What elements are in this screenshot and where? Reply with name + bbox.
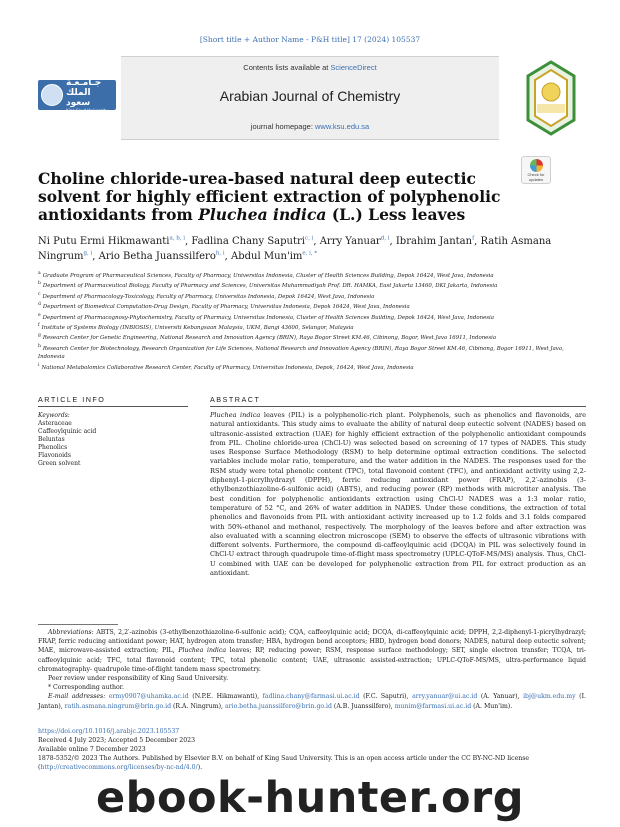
running-head: [Short title + Author Name - P&H title] 17 (2024) 105537 — [199, 35, 421, 44]
affiliation-text: Research Center for Genetic Engineering, National Research and Innovation Agency (BRIN), Raya Bogor Street KM.46, Cibinong, Bogor, West Java 16911, Indonesia — [42, 335, 497, 342]
affiliation-item — [38, 322, 586, 332]
author-name[interactable]: Ratih Asmana Ningrum — [38, 236, 552, 262]
keyword-item: Flavonoids — [38, 452, 71, 459]
author-name[interactable]: Ni Putu Ermi Hikmawanti — [38, 236, 170, 247]
affiliation-item — [38, 332, 586, 342]
keyword-item: Beluntas — [38, 436, 65, 443]
affiliation-item — [38, 291, 586, 301]
email-link[interactable]: ermy0907@uhamka.ac.id — [108, 693, 189, 701]
affiliation-text: Department of Pharmacognosy-Phytochemistry, Faculty of Pharmacy, Universitas Indonesia, Cluster of Health Sciences Building, Depok 16424, West Java, Indonesia — [42, 314, 494, 321]
section-rule-right — [210, 406, 586, 407]
affiliation-letter: i — [38, 362, 40, 368]
crossmark-label-line2: updates — [528, 176, 544, 182]
author-name[interactable]: Abdul Mun'im — [231, 251, 303, 262]
author-affiliation-marker[interactable]: d, i — [380, 235, 390, 242]
keyword-item: Phenolics — [38, 444, 68, 451]
keywords-label: Keywords: — [38, 412, 70, 419]
email-owner: (I. Jantan), — [38, 693, 586, 710]
author-affiliation-marker[interactable]: f — [472, 235, 475, 242]
article-info-heading: ARTICLE INFO — [38, 395, 106, 404]
publisher-logo-arabic-text: جـامـعـة الملك سعود — [66, 77, 102, 108]
abstract-heading: ABSTRACT — [210, 395, 261, 404]
email-owner: (F.C. Saputri), — [359, 693, 413, 701]
affiliation-text: Department of Biomedical Computation-Drug Design, Faculty of Pharmacy, Universitas Indonesia, Depok 16424, West Java, Indonesia — [42, 303, 410, 310]
keyword-item: Asteraceae — [38, 420, 72, 427]
affiliation-text: Institute of Systems Biology (INBIOSIS), Universiti Kebangsaan Malaysia, UKM, Bangi 43600, Selangor, Malaysia — [41, 324, 354, 331]
keyword-list — [38, 420, 188, 468]
author-list: Ni Putu Ermi Hikmawanti$^{a, b, i}$, Fadlina Chany Saputri$^{c, i}$, Arry Yanuar$^{d, i}$, Ibrahim Jantan$^f$, Ratih Asmana Ningrum$^{g, i}$, Ario Betha Juanssilfero$^{h, i}$, Abdul $Mun'im^{e, i, *}$ — [38, 235, 552, 262]
abstract-text: Pluchea indica leaves (PIL) is a polyphenolic-rich plant. Polyphenols, such as phenolics and flavonoids, are natural antioxidants. This study aims to evaluate the ability of natural deep eutectic solvent (NADES) based on ultrasonic-assisted extraction (UAE) for highly efficient extraction of the polyphenolic antioxidant compounds from PIL. Choline chloride-urea (ChCl-U) was selected based on screening of 17 types of NADES. This study uses Response Surface Methodology (RSM) to help determine optimal extraction conditions. The selected variables include molar ratio, temperature, and the water addition in the NADES. The responses used for the RSM study were total phenolic content (TPC), total flavonoid content (TFC), and antioxidant activity using 2,2-diphenyl-1-picrylhydrazyl (DPPH), ferric reducing antioxidant power (FRAP), 2,2′-azinobis (3-ethylbenzothiazoline-6-sulfonic acid) (ABTS), and reducing power (RP) methods with microtiter analysis. The best condition for polyphenolic antioxidants extraction using ChCl-U NADES was a 1:3 molar ratio, temperature of 52 °C, and 26% of water addition in NADES. Under these conditions, the extraction of total phenolics and flavonoids from PIL with antioxidant activity increased up to 1.2 folds and 3.1 folds compared with 50%-ethanol and methanol, respectively. The morphology of the leaves before and after extraction was also evaluated with a scanning electron microscope (SEM) to observe the effects of ultrasonic vibrations with different solvents. Furthermore, the compound di-caffeoylquinic acid (DCQA) in PIL was selectively found in ChCl-U extract through quadrupole time-of-flight mass spectrometry (UPLC-QToF-MS/MS) analysis. Thus, ChCl-U combined with UAE can be developed for polyphenolic extraction from PIL for extract production as an antioxidant. — [210, 411, 586, 578]
affiliation-letter: d — [38, 302, 41, 308]
affiliation-item — [38, 280, 586, 290]
journal-masthead — [36, 56, 584, 140]
email-link[interactable]: munim@farmasi.ui.ac.id — [394, 702, 472, 710]
affiliation-item — [38, 343, 586, 362]
crossmark-icon — [530, 159, 543, 172]
affiliation-text: Research Center for Biotechnology, Research Organization for Life Sciences, National Research and Innovation Agency (BRIN), Raya Bogor Street KM.46, Cibinong, Bogor 16911, West Java, Indonesia — [38, 345, 564, 361]
publication-info — [38, 727, 586, 772]
affiliation-item — [38, 312, 586, 322]
author-name[interactable]: Arry Yanuar — [319, 236, 381, 247]
affiliation-letter: f — [38, 322, 40, 328]
affiliation-list — [38, 270, 586, 372]
author-name[interactable]: Ario Betha Juanssilfero — [98, 251, 216, 262]
footnote-rule — [38, 624, 118, 625]
journal-cover-logo — [520, 56, 582, 140]
affiliation-text: Department of Pharmacology-Toxicology, Faculty of Pharmacy, Universitas Indonesia, Depok 16424, West Java, Indonesia — [42, 293, 375, 300]
author-affiliation-marker[interactable]: a, b, i — [169, 235, 186, 242]
footnotes — [38, 628, 586, 711]
email-owner: (R.A. Ningrum), — [171, 702, 225, 710]
masthead-box — [121, 56, 499, 140]
doi-link[interactable]: https://doi.org/10.1016/j.arabjc.2023.105537 — [38, 728, 180, 735]
publisher-logo — [38, 77, 116, 113]
email-owner: (N.P.E. Hikmawanti), — [188, 693, 263, 701]
peer-review-note: Peer review under responsibility of King Saud University. — [48, 675, 229, 683]
contents-line: Contents lists available at ScienceDirect — [243, 63, 377, 72]
email-link[interactable]: ratih.asmana.ningrum@brin.go.id — [64, 702, 172, 710]
received-dates: Received 4 July 2023; Accepted 5 December 2023 — [38, 737, 196, 744]
journal-title: Arabian Journal of Chemistry — [219, 88, 401, 104]
section-rule-left — [38, 406, 188, 407]
affiliation-item — [38, 362, 586, 372]
license-link[interactable]: http://creativecommons.org/licenses/by-nc-nd/4.0/ — [40, 764, 198, 771]
publisher-logo-english-text: King Saud University — [66, 107, 108, 113]
affiliation-letter: b — [38, 281, 41, 287]
affiliation-letter: a — [38, 271, 41, 276]
email-link[interactable]: ibj@ukm.edu.my — [523, 693, 576, 701]
affiliation-text: Graduate Program of Pharmaceutical Sciences, Faculty of Pharmacy, Universitas Indonesia, Cluster of Health Sciences Building, Depok 16424, West Java, Indonesia — [42, 272, 494, 279]
email-owner: (A. Mun'im). — [471, 702, 513, 710]
email-label: E-mail addresses: — [48, 693, 106, 701]
university-seal-icon — [41, 84, 63, 106]
affiliation-text: National Metabolomics Collaborative Research Center, Faculty of Pharmacy, Universitas Indonesia, Depok, 16424, West Java, Indonesia — [41, 364, 414, 371]
affiliation-letter: c — [38, 291, 41, 297]
keyword-item: Green solvent — [38, 460, 81, 467]
crossmark-label-line1: Check for — [527, 172, 545, 177]
keywords-block — [38, 412, 188, 468]
author-name[interactable]: Ibrahim Jantan — [395, 236, 473, 247]
email-link[interactable]: ario.betha.juanssilfero@brin.go.id — [224, 702, 332, 710]
email-link[interactable]: arry.yanuar@ui.ac.id — [412, 693, 478, 701]
license-statement: 1878-5352/© 2023 The Authors. Published by Elsevier B.V. on behalf of King Saud University. This is an open access article under the CC BY-NC-ND license (http://creativecommons.org/licenses/by-nc-nd/4.0/). — [38, 755, 530, 771]
corresponding-author-note: * Corresponding author. — [48, 684, 124, 692]
author-name[interactable]: Fadlina Chany Saputri — [191, 236, 305, 247]
affiliation-item — [38, 301, 586, 311]
affiliation-text: Department of Pharmaceutical Biology, Faculty of Pharmacy and Sciences, Universitas Muhammadiyah Prof. DR. HAMKA, East Jakarta 13460, DKI Jakarta, Indonesia — [42, 283, 498, 290]
affiliation-letter: e — [38, 312, 41, 318]
email-link[interactable]: fadlina.chany@farmasi.ui.ac.id — [262, 693, 360, 701]
affiliation-letter: h — [38, 343, 41, 349]
watermark: ebook-hunter.org — [96, 773, 524, 823]
author-affiliation-marker[interactable]: h, i — [215, 250, 225, 257]
author-affiliation-marker[interactable]: e, i, * — [302, 250, 318, 257]
affiliation-letter: g — [38, 333, 41, 339]
sciencedirect-link[interactable]: ScienceDirect — [330, 63, 377, 72]
author-affiliation-marker[interactable]: g, i — [83, 250, 93, 257]
affiliation-item — [38, 270, 586, 280]
article-title: Choline chloride-urea-based natural deep eutectic solvent for highly efficient extraction of polyphenolic antioxidants from Pluchea indica (L.) Less leaves — [38, 169, 501, 224]
keyword-item: Caffeoylquinic acid — [38, 428, 97, 435]
check-for-updates-badge[interactable] — [521, 156, 551, 184]
email-addresses — [38, 692, 586, 710]
available-online-date: Available online 7 December 2023 — [38, 746, 146, 753]
homepage-link[interactable]: www.ksu.edu.sa — [315, 122, 370, 131]
homepage-line: journal homepage: www.ksu.edu.sa — [250, 122, 370, 131]
abbreviations-note: Abbreviations: ABTS, 2,2′-azinobis (3-ethylbenzothiazoline-6-sulfonic acid); CQA, caffeoylquinic acid; DCQA, di-caffeoylquinic acid; DPPH, 2,2-diphenyl-1-picrylhydrazyl; FRAP, ferric reducing antioxidant power; HAT, hydrogen atom transfer; HBA, hydrogen bond acceptors; HBD, hydrogen bond donors; NADES, natural deep eutectic solvent; MAE, microwave-assisted extraction; PIL, Pluchea indica leaves; RP, reducing power; RSM, response surface methodology; SET, single electron transfer; TCQA, tri-caffeoylquinic acid; TFC, total flavonoid content; TPC, total phenolic content; UAE, ultrasonic assisted-extraction; UPLC-QToF-MS/MS, ultra-performance liquid chromatography- quadrupole time-of-flight tandem mass spectrometry. — [38, 629, 586, 673]
email-owner: (A. Yanuar), — [477, 693, 524, 701]
author-affiliation-marker[interactable]: c, i — [304, 235, 314, 242]
article-title-species: Pluchea indica — [198, 205, 327, 224]
email-owner: (A.B. Juanssilfero), — [331, 702, 395, 710]
